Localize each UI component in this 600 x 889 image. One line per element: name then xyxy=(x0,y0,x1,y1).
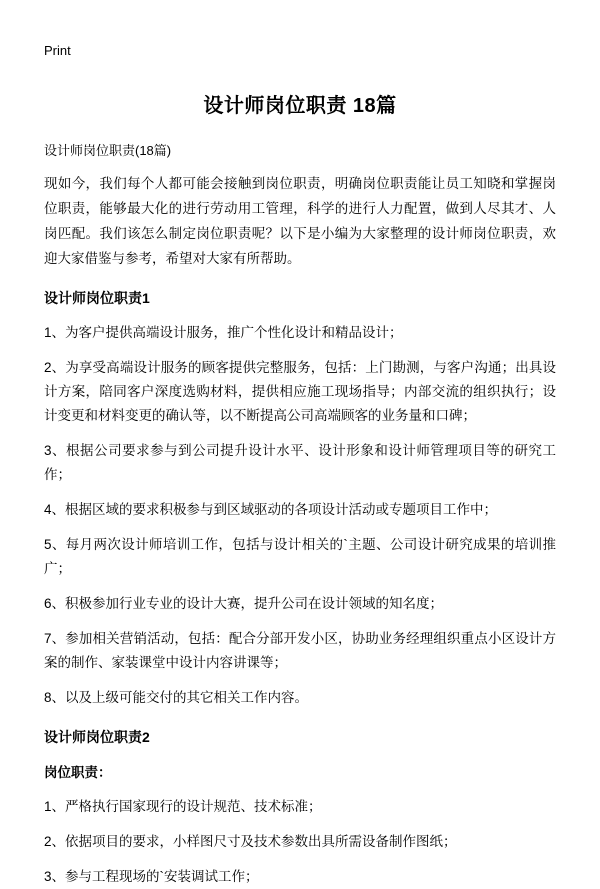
print-button[interactable]: Print xyxy=(44,43,71,58)
section-1-paragraph-3: 3、根据公司要求参与到公司提升设计水平、设计形象和设计师管理项目等的研究工作； xyxy=(44,443,556,482)
section-2-paragraph-2: 2、依据项目的要求，小样图尺寸及技术参数出具所需设备制作图纸； xyxy=(44,834,457,849)
section-2-subheading: 岗位职责： xyxy=(44,765,112,780)
section-1-paragraph-8: 8、以及上级可能交付的其它相关工作内容。 xyxy=(44,690,309,705)
page-title: 设计师岗位职责 18篇 xyxy=(203,95,397,117)
document-subtitle: 设计师岗位职责(18篇) xyxy=(44,143,172,158)
section-1-paragraph-6: 6、积极参加行业专业的设计大赛，提升公司在设计领域的知名度； xyxy=(44,596,444,611)
section-1-paragraph-4: 4、根据区域的要求积极参与到区域驱动的各项设计活动或专题项目工作中； xyxy=(44,502,498,517)
section-1-paragraph-7: 7、参加相关营销活动，包括：配合分部开发小区，协助业务经理组织重点小区设计方案的制作、家装课堂中设计内容讲课等； xyxy=(44,631,556,670)
section-2-paragraph-1: 1、严格执行国家现行的设计规范、技术标准； xyxy=(44,799,322,814)
section-2-paragraph-3: 3、参与工程现场的`安装调试工作； xyxy=(44,869,259,884)
document-intro: 现如今，我们每个人都可能会接触到岗位职责，明确岗位职责能让员工知晓和掌握岗位职责，能够最大化的进行劳动用工管理，科学的进行人力配置，做到人尽其才、人岗匹配。我们该怎么制定岗位职责呢？以下是小编为大家整理的设计师岗位职责，欢迎大家借鉴与参考，希望对大家有所帮助。 xyxy=(44,176,556,266)
section-1-paragraph-1: 1、为客户提供高端设计服务，推广个性化设计和精品设计； xyxy=(44,325,403,340)
section-1-paragraph-2: 2、为享受高端设计服务的顾客提供完整服务，包括：上门勘测，与客户沟通；出具设计方案，陪同客户深度选购材料，提供相应施工现场指导；内部交流的组织执行；设计变更和材料变更的确认等，以不断提高公司高端顾客的业务量和口碑； xyxy=(44,360,556,423)
section-heading-1: 设计师岗位职责1 xyxy=(44,290,150,306)
section-heading-2: 设计师岗位职责2 xyxy=(44,729,150,745)
section-1-paragraph-5: 5、每月两次设计师培训工作，包括与设计相关的`主题、公司设计研究成果的培训推广； xyxy=(44,537,556,576)
